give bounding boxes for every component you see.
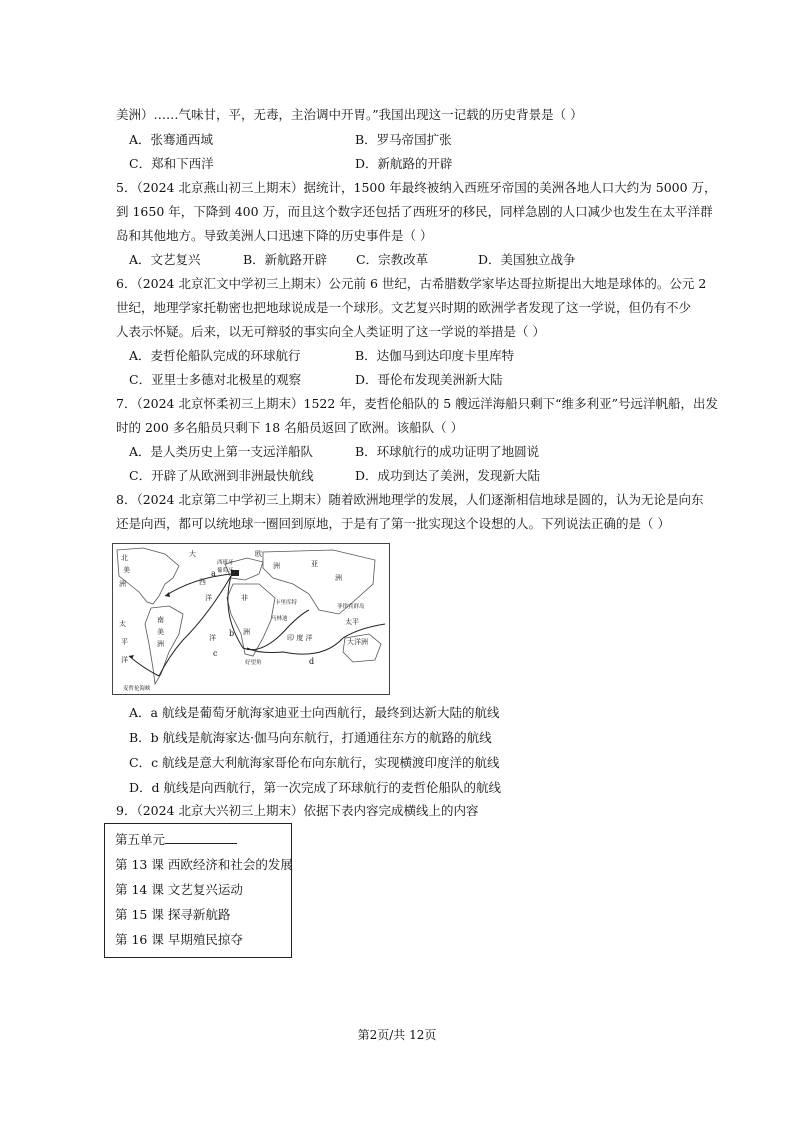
map-label-africa-1: 非 [241, 594, 248, 602]
world-map-figure [112, 543, 390, 695]
map-label-magellan-strait: 麦哲伦海峡 [123, 686, 151, 692]
route-c-line [159, 576, 231, 676]
q3-option-b: B．罗马帝国扩张 [355, 132, 452, 147]
unit-table [104, 823, 292, 958]
q6-option-d: D．哥伦布发现美洲新大陆 [355, 372, 503, 387]
map-route-label-a: a [211, 569, 216, 578]
map-label-atlantic-3: 洋 [205, 594, 212, 602]
map-label-pacific-left-1: 太 [119, 620, 126, 628]
q8-stem-line-2: 还是向西，都可以统地球一圈回到原地，于是有了第一批实现这个设想的人。下列说法正确的是（ ） [116, 516, 670, 531]
map-route-label-b: b [229, 629, 235, 638]
map-label-africa-2: 洲 [243, 628, 250, 636]
q5-stem-line-1: 5．（2024 北京燕山初三上期末）据统计，1500 年最终被纳入西班牙帝国的美洲各地人口大约为 5000 万， [116, 180, 717, 195]
map-label-madagascar: 马林迪 [271, 616, 288, 622]
map-label-atlantic-south: 洋 [209, 634, 216, 642]
q6-stem-line-1: 6．（2024 北京汇文中学初三上期末）公元前 6 世纪，古希腊数学家毕达哥拉斯提出大地是球体的。公元 2 [116, 276, 707, 291]
q8-stem-line-1: 8．（2024 北京第二中学初三上期末）随着欧洲地理学的发展，人们逐渐相信地球是圆的，认为无论是向东 [116, 492, 704, 507]
q5-stem-line-3: 岛和其他地方。导致美洲人口迅速下降的历史事件是（ ） [116, 228, 433, 243]
q7-stem-line-1: 7．（2024 北京怀柔初三上期末）1522 年，麦哲伦船队的 5 艘远洋海船只剩下“维多利亚”号远洋帆船，出发 [116, 396, 718, 411]
map-label-europe-2: 洲 [273, 562, 280, 570]
map-label-south-america-3: 洲 [157, 640, 164, 648]
map-label-atlantic-1: 大 [189, 550, 196, 558]
q5-option-d: D．美国独立战争 [478, 252, 576, 267]
q6-stem-line-3: 人表示怀疑。后来，以无可辩驳的事实向全人类证明了这一学说的举措是（ ） [116, 324, 545, 339]
map-label-north-america-3: 洲 [119, 580, 126, 588]
map-route-label-d: d [309, 657, 315, 666]
map-label-indian-ocean: 印 度 洋 [287, 634, 313, 642]
q7-option-d: D．成功到达了美洲，发现新大陆 [355, 468, 541, 483]
table-row-unit-text: 第五单元 [115, 832, 166, 847]
q3-stem: 美洲）……气味甘，平，无毒，主治调中开胃。”我国出现这一记载的历史背景是（ ） [116, 107, 583, 122]
q3-option-c: C．郑和下西洋 [129, 156, 214, 171]
table-row: 第 16 课 早期殖民掠夺 [115, 932, 243, 947]
q8-option-c: C．c 航线是意大利航海家哥伦布向东航行，实现横渡印度洋的航线 [129, 755, 500, 770]
q5-option-c: C．宗教改革 [356, 252, 429, 267]
map-label-north-america-2: 美 [123, 566, 130, 574]
q3-option-d: D．新航路的开辟 [355, 156, 453, 171]
map-label-atlantic-2: 西 [199, 578, 206, 586]
q8-option-b: B．b 航线是航海家达·伽马向东航行，打通通往东方的航路的航线 [129, 730, 492, 745]
page-footer: 第2页/共 12页 [357, 1028, 437, 1042]
q7-option-a: A．是人类历史上第一支远洋船队 [129, 444, 314, 459]
map-label-asia-2: 洲 [335, 574, 342, 582]
map-label-philippines: 菲律宾群岛 [337, 604, 365, 610]
map-route-label-c: c [213, 649, 218, 658]
map-label-spain: 西班牙 [217, 560, 234, 566]
q7-stem-line-2: 时的 200 多名船员只剩下 18 名船员返回了欧洲。该船队（ ） [116, 420, 464, 435]
map-label-south-america-2: 美 [157, 628, 164, 636]
q8-option-d: D．d 航线是向西航行，第一次完成了环球航行的麦哲伦船队的航线 [129, 780, 501, 795]
q6-stem-line-2: 世纪，地理学家托勒密也把地球说成是一个球形。文艺复兴时期的欧洲学者发现了这一学说，但仍有不少 [116, 300, 692, 315]
route-west-line [129, 656, 159, 676]
map-label-europe-1: 欧 [255, 550, 262, 558]
q8-option-a: A．a 航线是葡萄牙航海家迪亚士向西航行，最终到达新大陆的航线 [129, 705, 500, 720]
q9-stem: 9．（2024 北京大兴初三上期末）依据下表内容完成横线上的内容 [116, 803, 479, 818]
map-label-south-america-1: 南 [157, 616, 164, 624]
q7-option-c: C．开辟了从欧洲到非洲最快航线 [129, 468, 314, 483]
table-row: 第 14 课 文艺复兴运动 [115, 882, 243, 897]
q5-option-a: A．文艺复兴 [129, 252, 201, 267]
q5-stem-line-2: 到 1650 年，下降到 400 万，而且这个数字还包括了西班牙的移民，同样急剧的人口减少也发生在太平洋群 [116, 204, 713, 219]
map-label-north-america-1: 北 [121, 554, 128, 562]
map-label-asia-1: 亚 [311, 560, 318, 568]
table-row: 第 13 课 西欧经济和社会的发展 [115, 857, 293, 872]
q6-option-b: B．达伽马到达印度卡里库特 [355, 348, 515, 363]
map-svg [113, 544, 389, 694]
q3-option-a: A．张骞通西域 [129, 132, 214, 147]
table-row: 第 15 课 探寻新航路 [115, 907, 231, 922]
table-row-unit [115, 831, 237, 849]
q6-option-a: A．麦哲伦船队完成的环球航行 [129, 348, 301, 363]
q7-option-b: B．环球航行的成功证明了地圆说 [355, 444, 540, 459]
map-label-pacific-left-2: 平 [121, 638, 128, 646]
fill-in-blank[interactable] [165, 831, 237, 844]
q5-option-b: B．新航路开辟 [243, 252, 328, 267]
q6-option-c: C．亚里士多德对北极星的观察 [129, 372, 302, 387]
map-label-cape: 好望角 [245, 660, 262, 666]
map-label-oceania: 大洋洲 [347, 638, 368, 646]
map-label-kolikat: 卡里库特 [275, 600, 298, 606]
map-label-portugal: 葡萄牙 [217, 568, 234, 574]
map-label-pacific-right: 太平 [345, 618, 359, 626]
map-label-pacific-left-3: 洋 [121, 656, 128, 664]
